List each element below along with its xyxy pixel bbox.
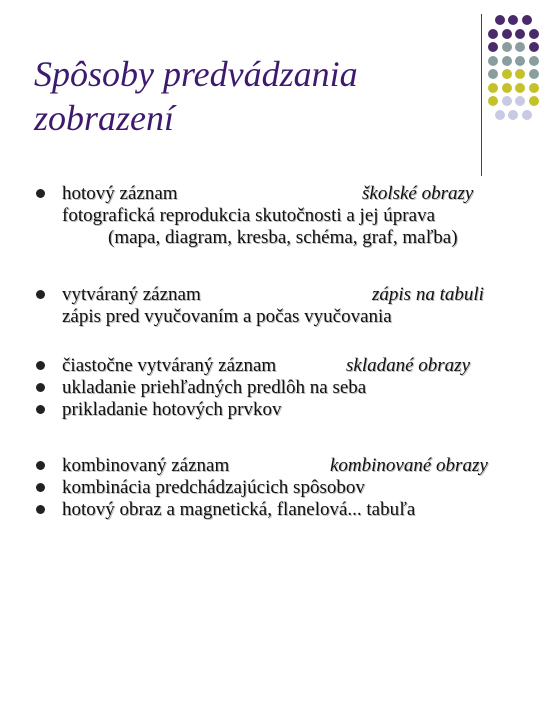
decorative-dot bbox=[522, 15, 532, 25]
decorative-dot bbox=[522, 110, 532, 120]
decorative-dot bbox=[488, 56, 498, 66]
decorative-dot bbox=[508, 110, 518, 120]
bullet-text: hotový obraz a magnetická, flanelová... tabuľa bbox=[62, 499, 416, 520]
bullet-icon bbox=[36, 383, 45, 392]
decorative-dot bbox=[529, 83, 539, 93]
bullet-icon bbox=[36, 405, 45, 414]
bullet-icon bbox=[36, 361, 45, 370]
decorative-dot bbox=[502, 29, 512, 39]
bullet-icon bbox=[36, 290, 45, 299]
decorative-dot bbox=[488, 69, 498, 79]
decorative-dot bbox=[529, 69, 539, 79]
bullet-icon bbox=[36, 483, 45, 492]
section-example: kombinované obrazy bbox=[330, 455, 488, 476]
section-heading: čiastočne vytváraný záznam bbox=[62, 355, 277, 376]
decorative-dot bbox=[529, 56, 539, 66]
decorative-dot bbox=[502, 96, 512, 106]
decorative-divider-line bbox=[481, 14, 482, 176]
decorative-dot bbox=[502, 42, 512, 52]
decorative-dot bbox=[488, 83, 498, 93]
decorative-dot bbox=[502, 56, 512, 66]
decorative-dot bbox=[488, 42, 498, 52]
decorative-dot bbox=[502, 83, 512, 93]
decorative-dot bbox=[488, 96, 498, 106]
decorative-dot bbox=[529, 42, 539, 52]
section-heading: hotový záznam bbox=[62, 183, 178, 204]
decorative-dot bbox=[495, 15, 505, 25]
section-detail: (mapa, diagram, kresba, schéma, graf, maľba) bbox=[108, 227, 458, 248]
section-example: zápis na tabuli bbox=[372, 284, 484, 305]
decorative-dot bbox=[502, 69, 512, 79]
bullet-text: prikladanie hotových prvkov bbox=[62, 399, 282, 420]
bullet-text: kombinácia predchádzajúcich spôsobov bbox=[62, 477, 365, 498]
bullet-icon bbox=[36, 189, 45, 198]
slide-title: Spôsoby predvádzania zobrazení bbox=[34, 54, 358, 138]
decorative-dot bbox=[495, 110, 505, 120]
decorative-dot bbox=[515, 42, 525, 52]
decorative-dot bbox=[515, 56, 525, 66]
decorative-dot bbox=[488, 29, 498, 39]
section-detail: fotografická reprodukcia skutočnosti a jej úprava bbox=[62, 205, 435, 226]
section-heading: kombinovaný záznam bbox=[62, 455, 230, 476]
bullet-icon bbox=[36, 461, 45, 470]
decorative-dot bbox=[515, 69, 525, 79]
decorative-dot bbox=[515, 96, 525, 106]
decorative-dot bbox=[515, 83, 525, 93]
bullet-icon bbox=[36, 505, 45, 514]
bullet-text: ukladanie priehľadných predlôh na seba bbox=[62, 377, 367, 398]
section-example: školské obrazy bbox=[362, 183, 474, 204]
decorative-dot bbox=[529, 29, 539, 39]
section-example: skladané obrazy bbox=[346, 355, 471, 376]
section-detail: zápis pred vyučovaním a počas vyučovania bbox=[62, 306, 392, 327]
decorative-dot bbox=[508, 15, 518, 25]
section-heading: vytváraný záznam bbox=[62, 284, 201, 305]
decorative-dot bbox=[515, 29, 525, 39]
decorative-dot bbox=[529, 96, 539, 106]
